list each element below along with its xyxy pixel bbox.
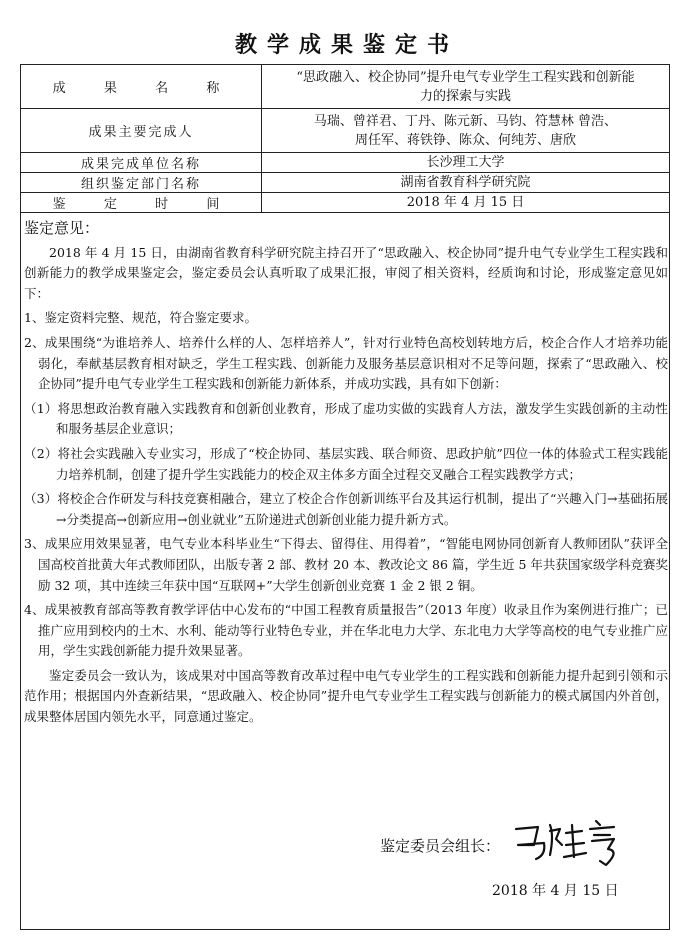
table-row bbox=[21, 153, 670, 173]
innovation-1: （1）将思想政治教育融入实践教育和创新创业教育，形成了虚功实做的实践育人方法，激发学生实践创新的主动性和服务基层企业意识； bbox=[24, 400, 668, 437]
table-row bbox=[21, 193, 670, 213]
row-label: 成果主要完成人 bbox=[21, 109, 262, 153]
row-label: 组织鉴定部门名称 bbox=[21, 173, 262, 193]
table-row bbox=[21, 173, 670, 193]
row-value: 长沙理工大学 bbox=[262, 153, 670, 173]
row-value: 马瑞、曾祥君、丁丹、陈元新、马钧、符慧林 曾浩、周任军、蒋铁铮、陈众、何纯芳、唐欣 bbox=[262, 109, 670, 153]
row-label: 成 果 名 称 bbox=[21, 65, 262, 109]
opinion-point-1: 1、鉴定资料完整、规范，符合鉴定要求。 bbox=[24, 310, 257, 326]
row-value: “思政融入、校企协同”提升电气专业学生工程实践和创新能力的探索与实践 bbox=[262, 65, 670, 109]
document-title: 教学成果鉴定书 bbox=[234, 32, 459, 58]
info-table bbox=[20, 64, 670, 213]
innovation-3: （3）将校企合作研发与科技竞赛相融合，建立了校企合作创新训练平台及其运行机制，提出了“兴趣入门→基础拓展→分类提高→创新应用→创业就业”五阶递进式创新创业能力提升新方式。 bbox=[24, 491, 668, 527]
opinion-point-4: 4、成果被教育部高等教育教学评估中心发布的“中国工程教育质量报告”（2013 年度）收录且作为案例进行推广；已推广应用到校内的土木、水利、能动等行业特色专业，并在华北电力大学、东北电力大学等高校的电气专业推广应用，学生实践创新能力提升效果显著。 bbox=[24, 602, 668, 659]
row-value: 2018 年 4 月 15 日 bbox=[262, 193, 670, 213]
row-label: 鉴 定 时 间 bbox=[21, 193, 262, 213]
signature-date: 2018 年 4 月 15 日 bbox=[492, 883, 619, 899]
opinion-point-3: 3、成果应用效果显著，电气专业本科毕业生“下得去、留得住、用得着”，“智能电网协同创新育人教师团队”获评全国高校首批黄大年式教师团队，出版专著 2 部、教材 20 本、教改论文 86 篇，学生近 5 年共获国家级学科竞赛奖励 32 项，其中连续三年获中国“互联网+”大学生创新创业竞赛 1 金 2 银 2 铜。 bbox=[24, 536, 668, 593]
opinion-section bbox=[24, 218, 668, 732]
row-label: 成果完成单位名称 bbox=[21, 153, 262, 173]
opinion-point-2: 2、成果围绕“为谁培养人、培养什么样的人、怎样培养人”，针对行业特色高校划转地方后，校企合作人才培养功能弱化，奉献基层教育相对缺乏，学生工程实践、创新能力及服务基层意识相对不足等问题，探索了“思政融入、校企协同”提升电气专业学生工程实践和创新能力新体系，并成功实践，具有如下创新： bbox=[24, 334, 668, 392]
table-row bbox=[21, 65, 670, 109]
handwritten-signature bbox=[510, 815, 630, 871]
row-value: 湖南省教育科学研究院 bbox=[262, 173, 670, 193]
opinion-intro: 2018 年 4 月 15 日，由湖南省教育科学研究院主持召开了“思政融入、校企协同”提升电气专业学生工程实践和创新能力的教学成果鉴定会，鉴定委员会认真听取了成果汇报，审阅了相关资料，经质询和讨论，形成鉴定意见如下： bbox=[24, 244, 668, 301]
signature-label: 鉴定委员会组长： bbox=[380, 837, 501, 855]
opinion-heading: 鉴定意见： bbox=[24, 219, 100, 237]
table-row bbox=[21, 109, 670, 153]
opinion-conclusion: 鉴定委员会一致认为，该成果对中国高等教育改革过程中电气专业学生的工程实践和创新能力提升起到引领和示范作用；根据国内外查新结果，“思政融入、校企协同”提升电气专业学生工程实践与创新能力的模式属国内外首创，成果整体居国内领先水平，同意通过鉴定。 bbox=[24, 667, 668, 725]
innovation-2: （2）将社会实践融入专业实习，形成了“校企协同、基层实践、联合师资、思政护航”四位一体的体验式工程实践能力培养机制，创建了提升学生实践能力的校企双主体多方面全过程交叉融合工程实践教学方式； bbox=[24, 445, 668, 482]
